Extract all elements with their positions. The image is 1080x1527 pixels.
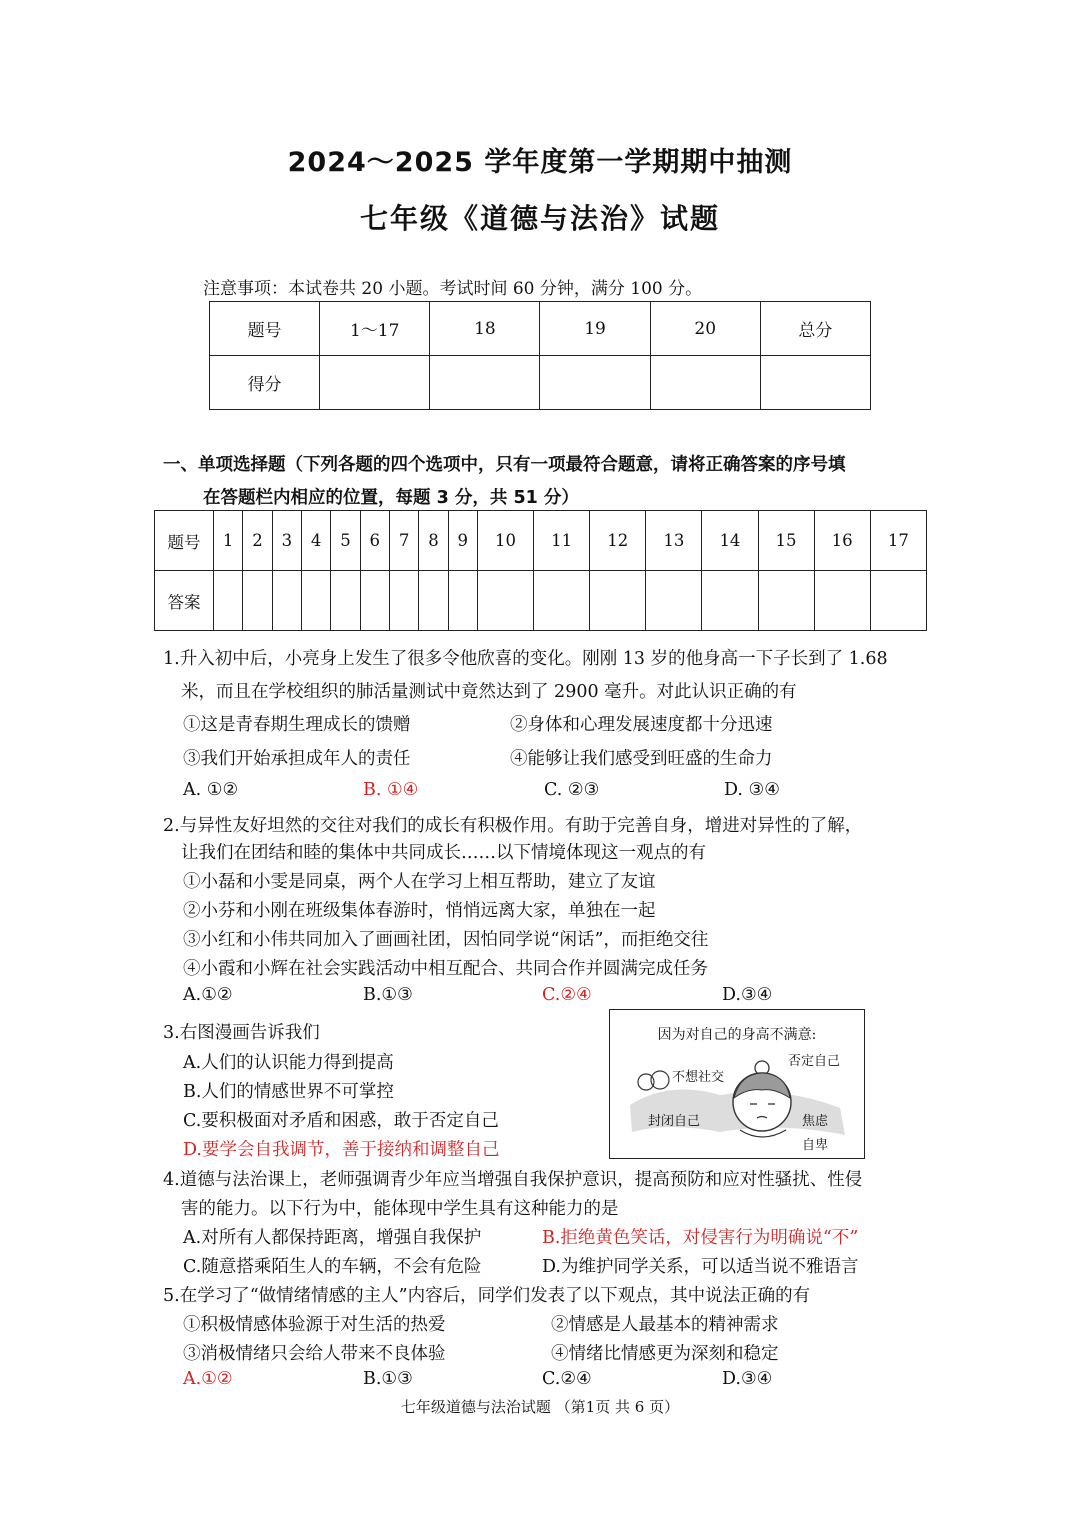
q4-option-d: D.为维护同学关系，可以适当说不雅语言: [542, 1257, 859, 1277]
score-blank: [320, 356, 430, 410]
q3-option-b: B.人们的情感世界不可掌控: [183, 1082, 394, 1102]
cartoon-label-closed: 封闭自己: [648, 1114, 701, 1129]
answer-blank: [758, 571, 814, 631]
q1-option-a: A. ①②: [183, 780, 239, 800]
answer-blank: [301, 571, 330, 631]
q3-option-d-correct: D.要学会自我调节，善于接纳和调整自己: [183, 1140, 500, 1160]
cartoon-label-inferiority: 自卑: [802, 1138, 829, 1153]
q1-statement-3: ③我们开始承担成年人的责任: [183, 749, 411, 769]
q4-stem-line2: 害的能力。以下行为中，能体现中学生具有这种能力的是: [181, 1199, 619, 1219]
question-number: 2: [243, 511, 272, 571]
q4-option-a: A.对所有人都保持距离，增强自我保护: [183, 1228, 482, 1248]
answer-blank: [646, 571, 702, 631]
cartoon-label-self-denial: 否定自己: [788, 1054, 841, 1069]
question-number: 3: [272, 511, 301, 571]
answer-table-number-row: [155, 511, 927, 571]
q4-stem-line1: 4.道德与法治课上，老师强调青少年应当增强自我保护意识，提高预防和应对性骚扰、性侵: [163, 1170, 863, 1190]
q5-option-b: B.①③: [363, 1369, 413, 1389]
score-cell: 18: [430, 302, 540, 356]
answer-blank: [702, 571, 758, 631]
question-number: 15: [758, 511, 814, 571]
score-table-header-row: [210, 302, 871, 356]
score-table-score-row: [210, 356, 871, 410]
q2-statement-3: ③小红和小伟共同加入了画画社团，因怕同学说“闲话”，而拒绝交往: [183, 930, 709, 950]
q4-option-c: C.随意搭乘陌生人的车辆，不会有危险: [183, 1257, 482, 1277]
answer-blank: [419, 571, 448, 631]
score-blank: [760, 356, 870, 410]
section-heading-line1: 一、单项选择题（下列各题的四个选项中，只有一项最符合题意，请将正确答案的序号填: [163, 455, 846, 475]
score-cell: 20: [650, 302, 760, 356]
q2-option-a: A.①②: [183, 985, 233, 1005]
question-number: 17: [870, 511, 926, 571]
q5-option-d: D.③④: [722, 1369, 773, 1389]
q1-statement-4: ④能够让我们感受到旺盛的生命力: [510, 749, 773, 769]
answer-row-label: 答案: [155, 571, 214, 631]
q5-stem: 5.在学习了“做情绪情感的主人”内容后，同学们发表了以下观点，其中说法正确的有: [163, 1286, 811, 1306]
q1-stem-line2: 米，而且在学校组织的肺活量测试中竟然达到了 2900 毫升。对此认识正确的有: [181, 682, 797, 702]
question-number: 4: [301, 511, 330, 571]
answer-blank: [360, 571, 389, 631]
answer-table: [154, 510, 927, 631]
exam-title: 2024～2025 学年度第一学期期中抽测: [287, 147, 793, 178]
q3-cartoon: [609, 1009, 865, 1159]
score-blank: [650, 356, 760, 410]
score-cell: 1～17: [320, 302, 430, 356]
answer-blank: [272, 571, 301, 631]
answer-blank: [870, 571, 926, 631]
question-number: 14: [702, 511, 758, 571]
q1-option-d: D. ③④: [724, 780, 780, 800]
q2-statement-2: ②小芬和小刚在班级集体春游时，悄悄远离大家，单独在一起: [183, 901, 656, 921]
q2-statement-1: ①小磊和小雯是同桌，两个人在学习上相互帮助，建立了友谊: [183, 872, 656, 892]
score-label: 得分: [210, 356, 320, 410]
q1-statement-2: ②身体和心理发展速度都十分迅速: [510, 715, 773, 735]
q1-stem-line1: 1.升入初中后，小亮身上发生了很多令他欣喜的变化。刚刚 13 岁的他身高一下子长到了 1.68: [163, 649, 888, 669]
q1-option-c: C. ②③: [544, 780, 600, 800]
cartoon-label-anxiety: 焦虑: [802, 1114, 829, 1129]
answer-blank: [243, 571, 272, 631]
question-number: 1: [214, 511, 243, 571]
q5-option-c: C.②④: [542, 1369, 592, 1389]
score-cell: 19: [540, 302, 650, 356]
q1-statement-1: ①这是青春期生理成长的馈赠: [183, 715, 411, 735]
question-number: 8: [419, 511, 448, 571]
score-cell: 总分: [760, 302, 870, 356]
question-number: 16: [814, 511, 870, 571]
q2-option-b: B.①③: [363, 985, 413, 1005]
cartoon-label-no-social: 不想社交: [672, 1070, 725, 1085]
answer-blank: [590, 571, 646, 631]
question-number: 9: [448, 511, 477, 571]
question-number: 7: [389, 511, 418, 571]
answer-blank: [214, 571, 243, 631]
question-number: 13: [646, 511, 702, 571]
score-table: [209, 301, 871, 410]
q5-statement-3: ③消极情绪只会给人带来不良体验: [183, 1344, 446, 1364]
score-blank: [430, 356, 540, 410]
exam-subtitle: 七年级《道德与法治》试题: [359, 202, 720, 235]
question-number: 5: [331, 511, 360, 571]
answer-blank: [477, 571, 533, 631]
q1-option-b-correct: B. ①④: [363, 780, 419, 800]
answer-blank: [331, 571, 360, 631]
q3-option-a: A.人们的认识能力得到提高: [183, 1053, 394, 1073]
question-number: 6: [360, 511, 389, 571]
answer-header-label: 题号: [155, 511, 214, 571]
page-footer: 七年级道德与法治试题 （第1页 共 6 页）: [400, 1398, 680, 1416]
exam-notice: 注意事项：本试卷共 20 小题。考试时间 60 分钟，满分 100 分。: [203, 279, 703, 299]
q3-stem: 3.右图漫画告诉我们: [163, 1023, 320, 1043]
q3-option-c: C.要积极面对矛盾和困惑，敢于否定自己: [183, 1111, 499, 1131]
q5-statement-2: ②情感是人最基本的精神需求: [551, 1315, 779, 1335]
answer-blank: [389, 571, 418, 631]
score-cell: 题号: [210, 302, 320, 356]
q5-statement-1: ①积极情感体验源于对生活的热爱: [183, 1315, 446, 1335]
score-blank: [540, 356, 650, 410]
answer-blank: [534, 571, 590, 631]
answer-blank: [448, 571, 477, 631]
q2-option-d: D.③④: [722, 985, 773, 1005]
answer-table-answer-row: [155, 571, 927, 631]
q2-stem-line1: 2.与异性友好坦然的交往对我们的成长有积极作用。有助于完善自身，增进对异性的了解，: [163, 816, 863, 836]
q5-option-a-correct: A.①②: [183, 1369, 233, 1389]
q2-option-c-correct: C.②④: [542, 985, 592, 1005]
answer-blank: [814, 571, 870, 631]
q2-stem-line2: 让我们在团结和睦的集体中共同成长……以下情境体现这一观点的有: [181, 843, 706, 863]
q2-statement-4: ④小霞和小辉在社会实践活动中相互配合、共同合作并圆满完成任务: [183, 959, 708, 979]
question-number: 10: [477, 511, 533, 571]
q4-option-b-correct: B.拒绝黄色笑话，对侵害行为明确说“不”: [542, 1228, 859, 1248]
cartoon-caption: 因为对自己的身高不满意:: [657, 1027, 817, 1043]
question-number: 11: [534, 511, 590, 571]
section-heading-line2: 在答题栏内相应的位置，每题 3 分，共 51 分）: [203, 488, 579, 508]
q5-statement-4: ④情绪比情感更为深刻和稳定: [551, 1344, 779, 1364]
question-number: 12: [590, 511, 646, 571]
